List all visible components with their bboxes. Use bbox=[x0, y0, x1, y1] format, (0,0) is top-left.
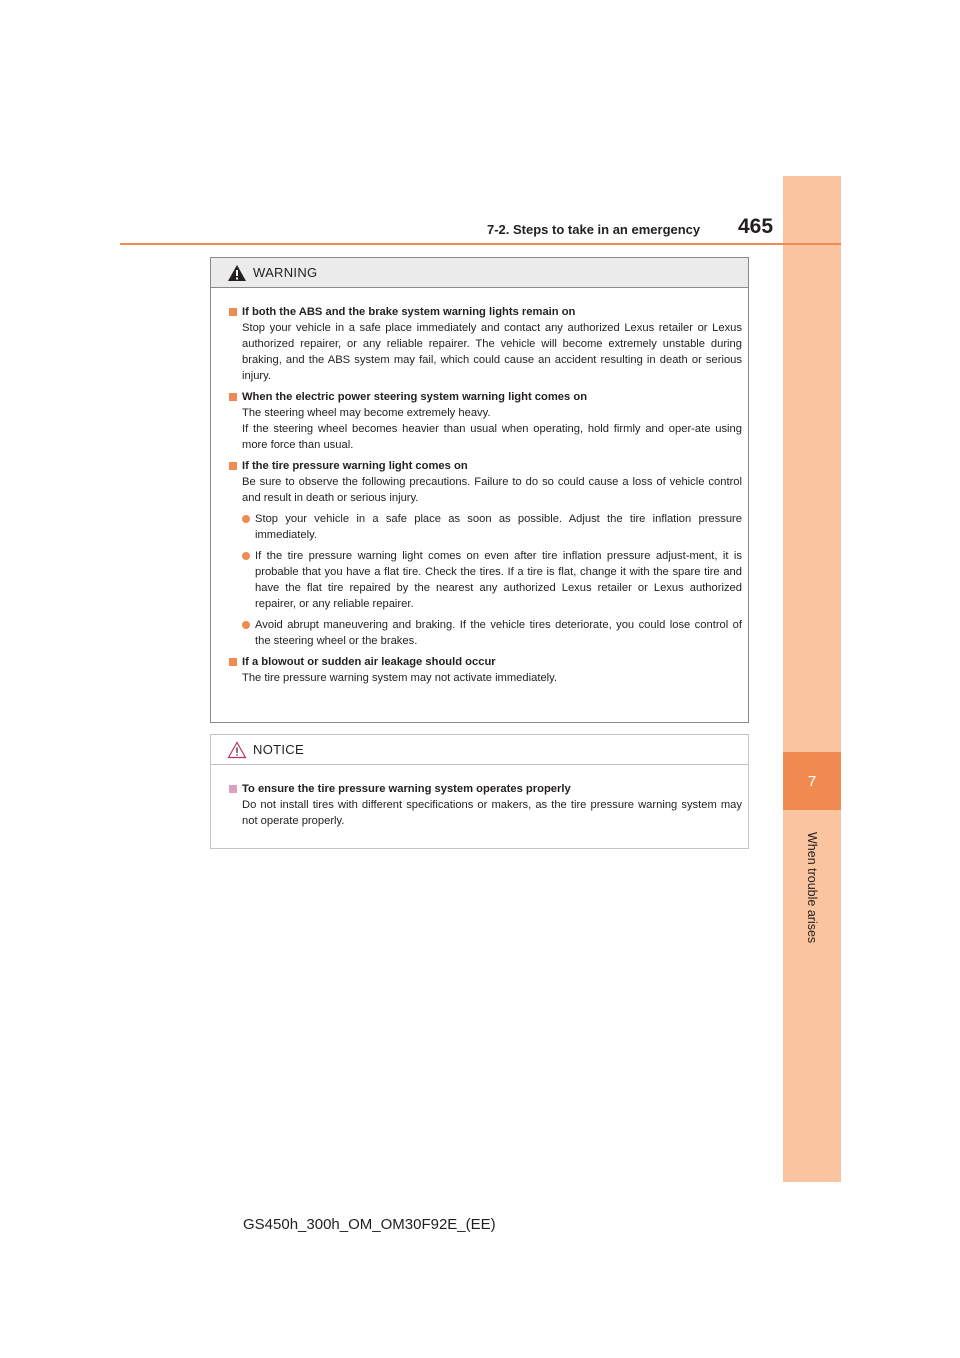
square-bullet-icon bbox=[229, 462, 237, 470]
warning-header bbox=[211, 258, 748, 288]
chapter-label bbox=[783, 818, 841, 958]
round-bullet-icon bbox=[242, 552, 250, 560]
header-rule bbox=[120, 243, 841, 245]
page-number: 465 bbox=[738, 215, 774, 238]
round-bullet-icon bbox=[242, 621, 250, 629]
notice-item-title: To ensure the tire pressure warning system operates properly bbox=[229, 781, 742, 797]
warning-item-title: If both the ABS and the brake system warning lights remain on bbox=[229, 304, 742, 320]
square-bullet-icon bbox=[229, 658, 237, 666]
warning-bullet: Avoid abrupt maneuvering and braking. If the vehicle tires deteriorate, you could lose control of the steering wheel or the brakes. bbox=[229, 617, 742, 649]
notice-label: NOTICE bbox=[253, 742, 304, 757]
warning-item-text: Be sure to observe the following precautions. Failure to do so could cause a loss of vehicle control and result in death or serious injury. bbox=[242, 476, 742, 504]
warning-triangle-icon bbox=[227, 264, 247, 282]
square-bullet-icon bbox=[229, 308, 237, 316]
chapter-side-tab bbox=[783, 176, 841, 1182]
chapter-number: 7 bbox=[783, 752, 841, 810]
notice-item-text: Do not install tires with different specifications or makers, as the tire pressure warning system may not operate properly. bbox=[242, 799, 742, 827]
warning-item-text: The tire pressure warning system may not activate immediately. bbox=[242, 672, 558, 684]
section-title: 7-2. Steps to take in an emergency bbox=[487, 222, 701, 237]
warning-item-title: If the tire pressure warning light comes on bbox=[229, 458, 742, 474]
warning-bullet: If the tire pressure warning light comes on even after tire inflation pressure adjust-ment, it is probable that you have a flat tire. Check the tires. If a tire is flat, change it with the spare tire and have the flat tire repaired by the nearest any authorized Lexus retailer or Lexus authorized repairer, or any reliable repairer. bbox=[229, 548, 742, 612]
warning-item-text: If the steering wheel becomes heavier than usual when operating, hold firmly and oper-ate using more force than usual. bbox=[242, 423, 742, 451]
notice-box bbox=[210, 734, 749, 849]
warning-bullet: Stop your vehicle in a safe place as soon as possible. Adjust the tire inflation pressure immediately. bbox=[229, 511, 742, 543]
chapter-label-text: When trouble arises bbox=[805, 832, 819, 944]
notice-body bbox=[211, 765, 748, 829]
warning-item-title: If a blowout or sudden air leakage should occur bbox=[229, 654, 742, 670]
warning-item-title: When the electric power steering system warning light comes on bbox=[229, 389, 742, 405]
manual-code: GS450h_300h_OM_OM30F92E_(EE) bbox=[243, 1216, 496, 1233]
warning-box bbox=[210, 257, 749, 723]
caution-triangle-icon bbox=[227, 741, 247, 759]
warning-label: WARNING bbox=[253, 265, 318, 280]
square-bullet-icon bbox=[229, 393, 237, 401]
round-bullet-icon bbox=[242, 515, 250, 523]
warning-body bbox=[211, 288, 748, 686]
warning-item-text: The steering wheel may become extremely heavy. bbox=[242, 407, 491, 419]
warning-item-text: Stop your vehicle in a safe place immediately and contact any authorized Lexus retailer or Lexus authorized repairer, or any reliable repairer. The vehicle will become extremely unstable during braking, and the ABS system may fail, which could cause an accident resulting in death or serious injury. bbox=[242, 322, 742, 382]
notice-header bbox=[211, 735, 748, 765]
square-bullet-icon bbox=[229, 785, 237, 793]
